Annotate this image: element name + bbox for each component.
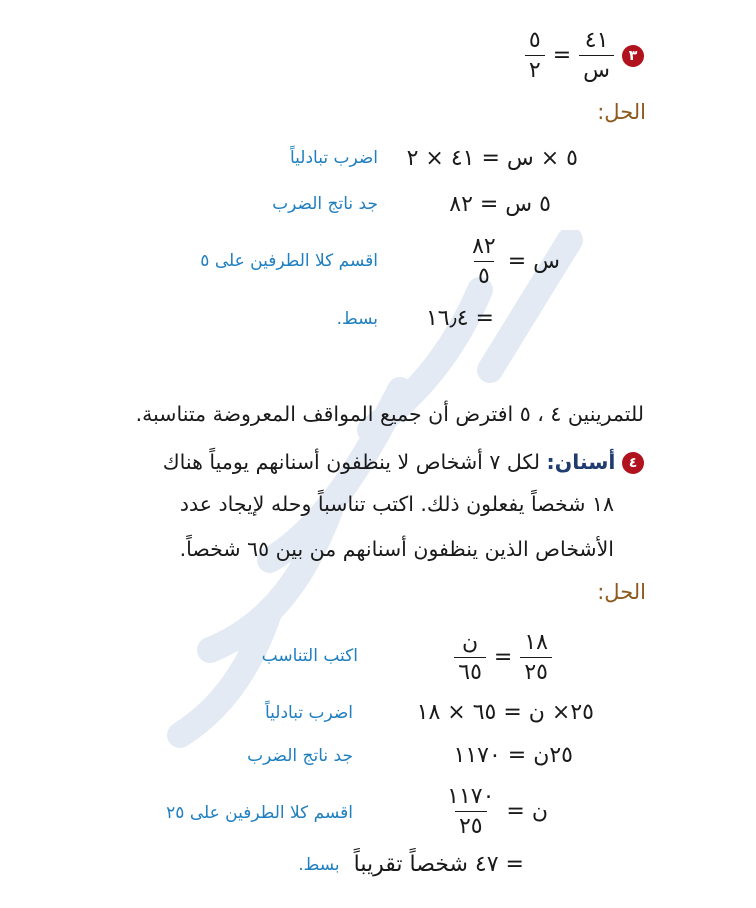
ex4-solution-label: الحل: (597, 580, 646, 604)
ex4-line1-text: لكل ٧ أشخاص لا ينظفون أسنانهم يومياً هناك (162, 450, 540, 474)
ex4-step1-lhs-fraction (520, 630, 552, 686)
ex4-step2-note: اضرب تبادلياً (264, 703, 353, 723)
ex4-step3-math: ٢٥ن = ١١٧٠ (453, 743, 573, 768)
ex3-step3-note: اقسم كلا الطرفين على ٥ (200, 251, 378, 271)
ex4-step3-note: جد ناتج الضرب (247, 746, 353, 766)
ex4-badge: ٤ (622, 452, 644, 474)
ex4-step1-math (454, 630, 552, 686)
ex3-step2-math: ٥ س = ٨٢ (449, 192, 551, 217)
ex3-step3-math (468, 234, 560, 290)
ex3-step4-math: = ١٦٫٤ (425, 306, 494, 331)
ex3-solution-label: الحل: (597, 100, 646, 124)
ex4-step1-rhs-num: ن (462, 630, 479, 655)
ex3-lhs-num: ٤١ (584, 28, 609, 53)
ex4-step1-note: اكتب التناسب (261, 646, 358, 666)
ex3-step3-den: ٥ (474, 261, 494, 289)
ex4-step5-note: بسط. (298, 854, 340, 875)
ex4-step1-sign: = (493, 645, 513, 671)
ex3-step3-fraction (468, 234, 500, 290)
ex3-lhs-fraction (579, 28, 614, 84)
ex3-step1-math: ٥ × س = ٤١ × ٢ (406, 146, 578, 171)
ex3-equation (525, 28, 644, 84)
ex4-step4-math (443, 784, 548, 840)
ex3-step3-num: ٨٢ (472, 234, 496, 259)
ex3-step2-note: جد ناتج الضرب (272, 194, 378, 214)
ex3-rhs-den: ٢ (525, 55, 545, 83)
ex3-step4-note: بسط. (336, 309, 378, 329)
ex3-eq-sign: = (552, 43, 572, 69)
ex4-step1-rhs-fraction (454, 630, 486, 686)
ex4-line3: الأشخاص الذين ينظفون أسنانهم من بين ٦٥ شخصاً. (179, 537, 614, 561)
ex3-rhs-num: ٥ (528, 28, 541, 53)
ex4-step4-note: اقسم كلا الطرفين على ٢٥ (166, 803, 353, 823)
ex4-step4-fraction (443, 784, 498, 840)
ex4-title: أسنان: (546, 450, 616, 474)
ex4-step5 (298, 852, 524, 877)
ex4-step1-rhs-den: ٦٥ (454, 657, 486, 685)
ex3-step3-lhs: س = (507, 249, 560, 275)
ex4-step4-den: ٢٥ (455, 811, 487, 839)
ex4-step5-math: = ٤٧ شخصاً تقريباً (353, 852, 524, 877)
ex4-step4-num: ١١٧٠ (447, 784, 495, 809)
ex4-step4-lhs: ن = (506, 799, 548, 825)
ex4-step2-math: ٢٥× ن = ٦٥ × ١٨ (416, 700, 594, 725)
ex3-lhs-den: س (579, 55, 614, 83)
ex3-step1-note: اضرب تبادلياً (289, 148, 378, 168)
ex4-step1-lhs-den: ٢٥ (520, 657, 552, 685)
ex4-step1-lhs-num: ١٨ (524, 630, 548, 655)
exercises-intro: للتمرينين ٤ ، ٥ افترض أن جميع المواقف المعروضة متناسبة. (135, 402, 644, 426)
ex4-line2: ١٨ شخصاً يفعلون ذلك. اكتب تناسباً وحله لإيجاد عدد (179, 492, 614, 516)
ex4-line1 (163, 450, 644, 474)
ex3-rhs-fraction (525, 28, 545, 84)
ex3-badge: ٣ (622, 45, 644, 67)
